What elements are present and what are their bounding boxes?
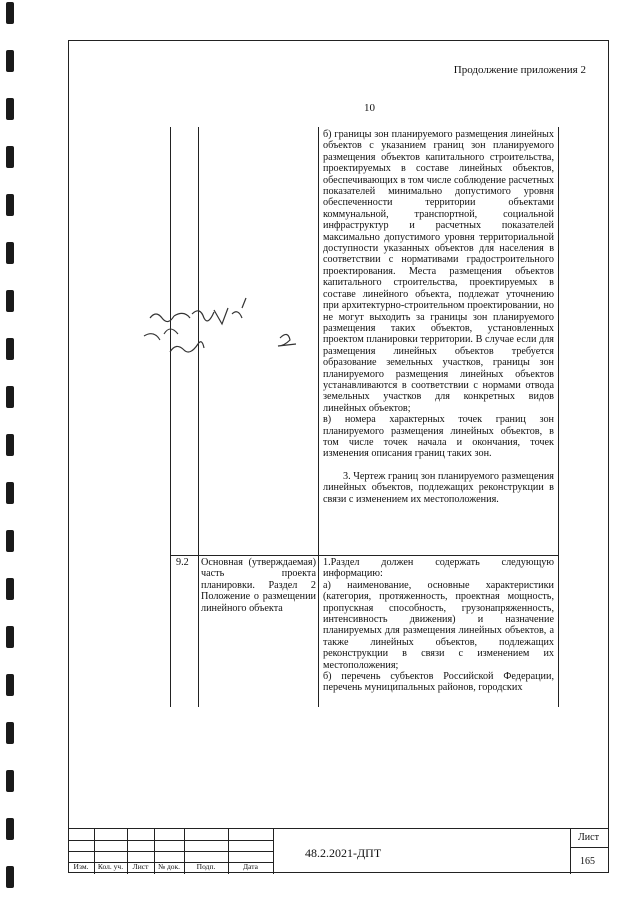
- binding-mark: [6, 674, 14, 696]
- binding-mark: [6, 242, 14, 264]
- binding-mark: [6, 866, 14, 888]
- label-list: Лист: [132, 862, 149, 871]
- row-divider: [171, 555, 558, 556]
- binding-marks: [6, 0, 18, 905]
- binding-mark: [6, 386, 14, 408]
- binding-mark: [6, 578, 14, 600]
- binding-mark: [6, 50, 14, 72]
- column-divider: [198, 127, 199, 707]
- binding-mark: [6, 194, 14, 216]
- binding-mark: [6, 2, 14, 24]
- table-cell-content: [323, 129, 554, 505]
- paragraph-b: б) перечень субъектов Российской Федерации, перечень муниципальных районов, городских: [323, 671, 554, 694]
- paragraph-3: 3. Чертеж границ зон планируемого размещения линейных объектов, подлежащих реконструкции в связи с изменением их местоположения.: [323, 470, 554, 505]
- label-izm: Изм.: [73, 862, 89, 871]
- label-date: Дата: [243, 862, 258, 871]
- binding-mark: [6, 530, 14, 552]
- label-signature: Подп.: [196, 862, 216, 871]
- label-kol-uch: Кол. уч.: [97, 862, 124, 871]
- handwritten-signature: [130, 290, 310, 380]
- sheet-label: Лист: [578, 832, 599, 843]
- document-code: 48.2.2021-ДПТ: [305, 846, 382, 860]
- binding-mark: [6, 146, 14, 168]
- title-block-line: [68, 851, 273, 852]
- binding-mark: [6, 626, 14, 648]
- paragraph-b: б) границы зон планируемого размещения линейных объектов с указанием границ зон планируемого размещения объектов капитального строительства, проектируемых в составе линейных объектов, обеспечивающих в том числе соблюдение расчетных показателей минимально допустимого уровня обеспеченности территории объектами коммунальной, транспортной, социальной инфраструктур и расчетных показателей максимально допустимого уровня территориальной доступности указанных объектов для населения в соответствии с нормативами градостроительного проектирования. Места размещения объектов капитального строительства, проектируемых в составе линейного объекта, подлежат уточнению при архитектурно-строительном проектировании, но не могут выходить за границы зон планируемого размещения таких объектов, установленных проектом планировки территории. В случае если для размещения линейных объектов требуется образование земельных участков, границы зон планируемого размещения линейных объектов устанавливаются в соответствии с нормами отвода земельных участков для конкретных видов линейных объектов;: [323, 129, 554, 414]
- title-block-divider: [570, 829, 571, 874]
- paragraph-v: в) номера характерных точек границ зон планируемого размещения линейных объектов, в том числе точек начала и окончания, точек изменения описания границ таких зон.: [323, 414, 554, 460]
- paragraph-a: а) наименование, основные характеристики (категория, протяженность, проектная мощность, пропускная способность, грузонапряженность, интенсивность движения) и назначение планируемых для размещения линейных объектов, а также линейных объектов, подлежащих реконструкции в связи с изменением их местоположения;: [323, 579, 554, 671]
- table-cell-content: [323, 557, 554, 694]
- title-block-line: [68, 840, 273, 841]
- sheet-number: 165: [580, 856, 595, 867]
- requirements-table: [170, 127, 559, 707]
- title-block-divider: [273, 829, 274, 874]
- binding-mark: [6, 434, 14, 456]
- binding-mark: [6, 482, 14, 504]
- binding-mark: [6, 338, 14, 360]
- label-doc-number: № док.: [157, 862, 181, 871]
- paragraph-1: 1.Раздел должен содержать следующую информацию:: [323, 557, 554, 580]
- binding-mark: [6, 722, 14, 744]
- column-divider: [318, 127, 319, 707]
- binding-mark: [6, 818, 14, 840]
- row-number: 9.2: [176, 557, 189, 568]
- binding-mark: [6, 290, 14, 312]
- title-block-line: [570, 847, 609, 848]
- continuation-header: Продолжение приложения 2: [453, 64, 586, 76]
- binding-mark: [6, 98, 14, 120]
- section-name: Основная (утверждаемая) часть проекта планировки. Раздел 2 Положение о размещении линейного объекта: [201, 557, 316, 614]
- page-number: 10: [364, 102, 375, 114]
- binding-mark: [6, 770, 14, 792]
